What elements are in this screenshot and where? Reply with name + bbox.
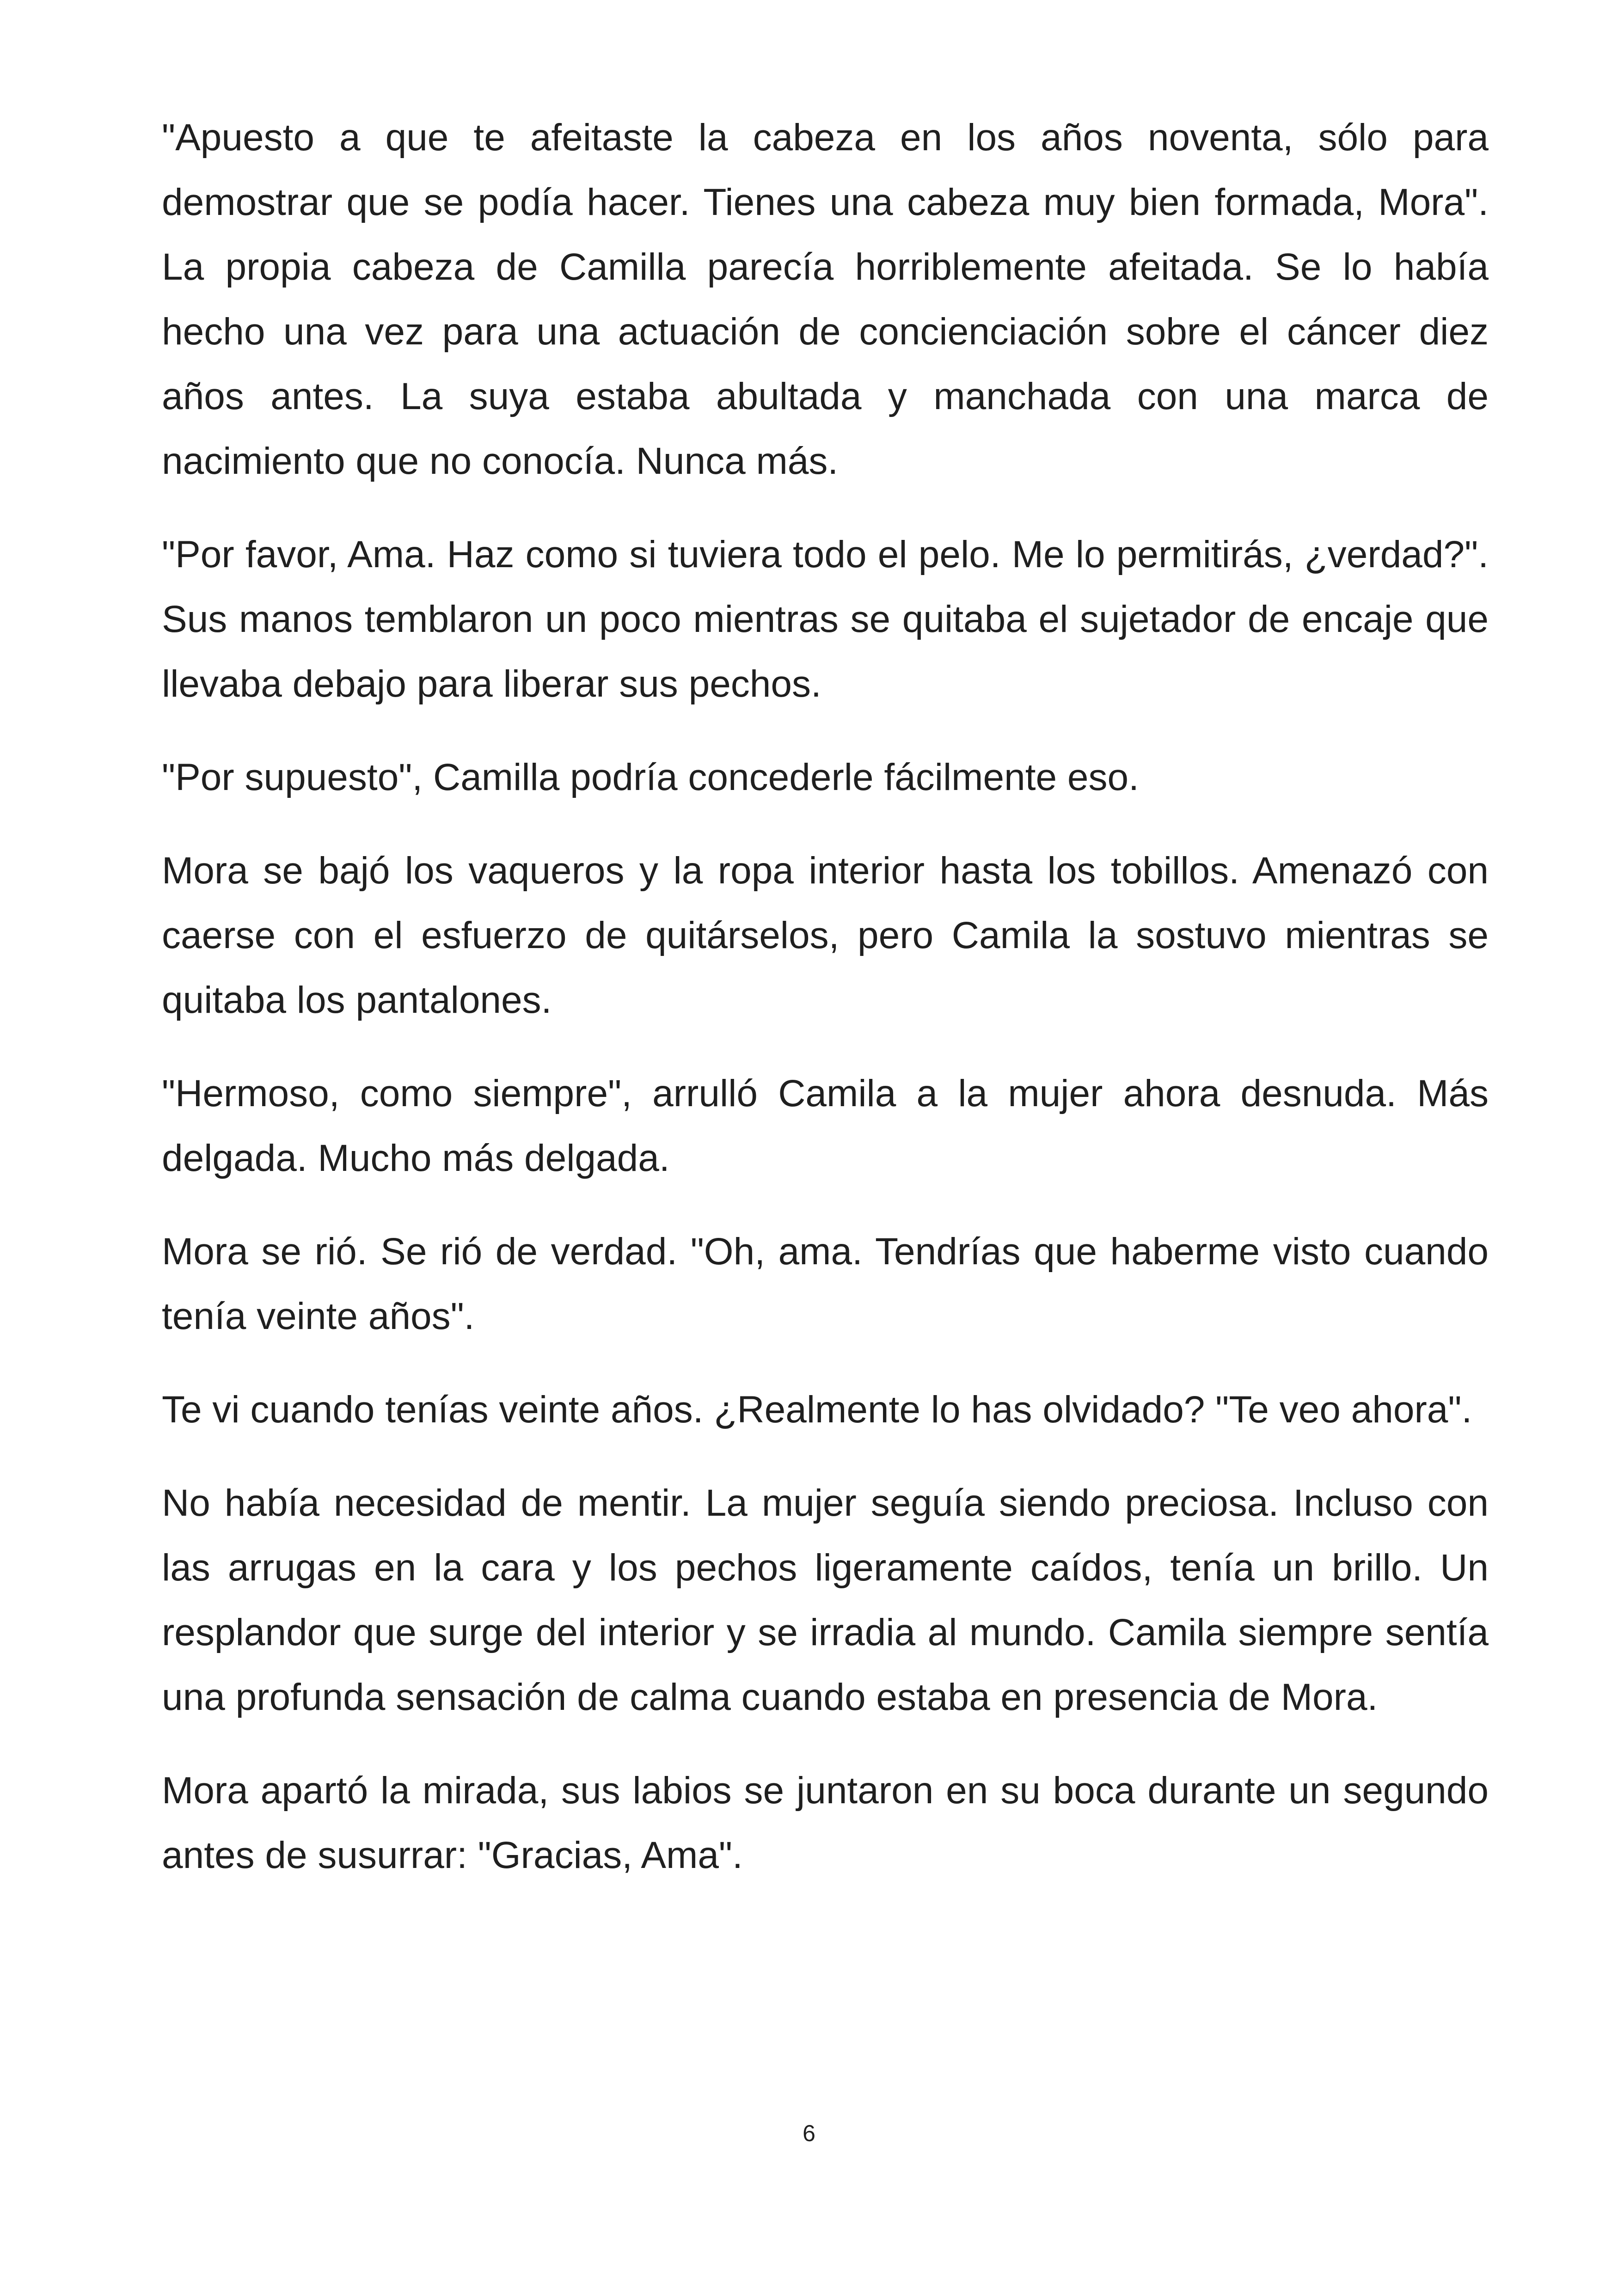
body-text [162,105,1489,1916]
paragraph: "Por favor, Ama. Haz como si tuviera todo el pelo. Me lo permitirás, ¿verdad?". Sus manos temblaron un poco mientras se quitaba el sujetador de encaje que llevaba debajo para liberar sus pechos. [162,533,1489,705]
paragraph: "Por supuesto", Camilla podría concederle fácilmente eso. [162,756,1139,798]
page-number: 6 [803,2120,815,2146]
paragraph: "Hermoso, como siempre", arrulló Camila a la mujer ahora desnuda. Más delgada. Mucho más delgada. [162,1072,1489,1179]
paragraph: "Apuesto a que te afeitaste la cabeza en los años noventa, sólo para demostrar que se podía hacer. Tienes una cabeza muy bien formada, Mora". La propia cabeza de Camilla parecía horriblemente afeitada. Se lo había hecho una vez para una actuación de concienciación sobre el cáncer diez años antes. La suya estaba abultada y manchada con una marca de nacimiento que no conocía. Nunca más. [162,116,1489,482]
paragraph: Mora se rió. Se rió de verdad. "Oh, ama. Tendrías que haberme visto cuando tenía veinte años". [162,1231,1489,1337]
paragraph: Mora se bajó los vaqueros y la ropa interior hasta los tobillos. Amenazó con caerse con el esfuerzo de quitárselos, pero Camila la sostuvo mientras se quitaba los pantalones. [162,850,1489,1021]
paragraph: Te vi cuando tenías veinte años. ¿Realmente lo has olvidado? "Te veo ahora". [162,1389,1472,1431]
paragraph: No había necesidad de mentir. La mujer seguía siendo preciosa. Incluso con las arrugas en la cara y los pechos ligeramente caídos, tenía un brillo. Un resplandor que surge del interior y se irradia al mundo. Camila siempre sentía una profunda sensación de calma cuando estaba en presencia de Mora. [162,1482,1489,1718]
paragraph: Mora apartó la mirada, sus labios se juntaron en su boca durante un segundo antes de susurrar: "Gracias, Ama". [162,1769,1489,1876]
